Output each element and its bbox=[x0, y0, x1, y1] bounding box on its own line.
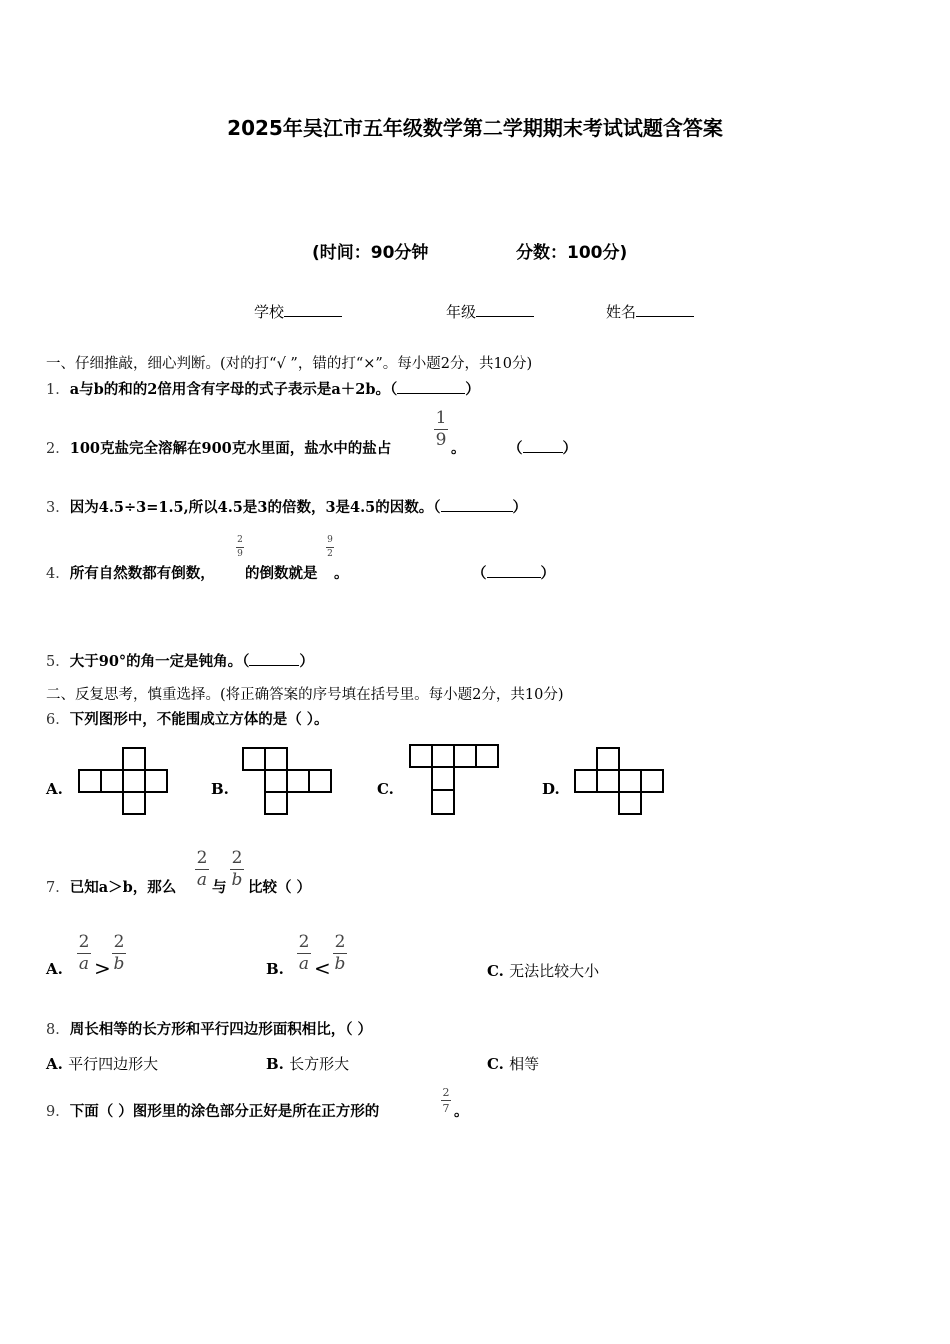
q2-period: 。 bbox=[451, 440, 466, 457]
q9-frac-numerator: 2 bbox=[442, 1086, 450, 1099]
q7-b-f2-d: b bbox=[334, 954, 346, 974]
q7-option-c[interactable] bbox=[487, 960, 599, 981]
q7-fraction-2 bbox=[230, 850, 244, 889]
q8-option-c[interactable] bbox=[487, 1053, 539, 1074]
q2-number: 2． bbox=[46, 441, 70, 457]
q2-fraction bbox=[434, 410, 448, 449]
exam-score: 分数：100分) bbox=[516, 243, 628, 263]
q2-open: （ bbox=[508, 440, 523, 457]
q7-f2-denominator: b bbox=[231, 870, 243, 890]
q7-a-frac-1 bbox=[77, 934, 91, 973]
grade-label: 年级 bbox=[446, 303, 477, 321]
q8-option-c-label: C. bbox=[487, 1055, 504, 1073]
q4-open: （ bbox=[472, 565, 487, 582]
q2-close: ） bbox=[562, 440, 577, 457]
q5-number: 5． bbox=[46, 654, 70, 670]
q7-pre: 已知a＞b，那么 bbox=[69, 879, 177, 896]
q6-option-b-net bbox=[242, 746, 334, 816]
q6-option-a-net bbox=[78, 746, 170, 816]
q9-period: 。 bbox=[454, 1103, 469, 1120]
question-8 bbox=[46, 1018, 372, 1039]
q8-option-a-text: 平行四边形大 bbox=[68, 1055, 159, 1073]
q8-option-c-text: 相等 bbox=[509, 1055, 540, 1073]
q2-answer bbox=[508, 437, 577, 458]
q1-number: 1． bbox=[46, 382, 70, 398]
q5-text: 大于90°的角一定是钝角。（ bbox=[69, 653, 250, 670]
q6-option-d-label[interactable]: D. bbox=[542, 780, 560, 798]
q7-b-f2-n: 2 bbox=[334, 932, 346, 952]
q7-b-f1-d: a bbox=[298, 954, 310, 974]
question-7 bbox=[46, 876, 176, 897]
q4-fraction-2 bbox=[326, 536, 334, 559]
q2-frac-numerator: 1 bbox=[435, 408, 447, 428]
q7-f2-numerator: 2 bbox=[231, 848, 243, 868]
q7-a-f2-d: b bbox=[113, 954, 125, 974]
q8-option-b[interactable] bbox=[266, 1053, 349, 1074]
q7-b-f1-n: 2 bbox=[298, 932, 310, 952]
q4-number: 4． bbox=[46, 566, 70, 582]
q7-a-gt-sign: > bbox=[94, 956, 111, 980]
q2-text: 100克盐完全溶解在900克水里面，盐水中的盐占 bbox=[69, 440, 392, 457]
exam-time: (时间：90分钟 bbox=[312, 243, 429, 263]
q5-answer-blank[interactable] bbox=[249, 651, 299, 666]
q4-frac2-denominator: 2 bbox=[327, 549, 333, 559]
q7-a-frac-2 bbox=[112, 934, 126, 973]
q7-a-f2-n: 2 bbox=[113, 932, 125, 952]
q9-number: 9． bbox=[46, 1104, 70, 1120]
q4-answer-blank[interactable] bbox=[487, 563, 541, 578]
grade-field[interactable] bbox=[446, 301, 534, 322]
q4-answer bbox=[472, 562, 555, 583]
q4-frac1-denominator: 9 bbox=[237, 549, 243, 559]
question-2 bbox=[46, 437, 391, 458]
q6-option-a-label[interactable]: A. bbox=[46, 780, 63, 798]
q6-text: 下列图形中，不能围成立方体的是（ ）。 bbox=[69, 711, 329, 728]
q8-option-b-text: 长方形大 bbox=[289, 1055, 350, 1073]
q7-b-frac-1 bbox=[297, 934, 311, 973]
question-5 bbox=[46, 650, 314, 671]
q7-a-f1-d: a bbox=[78, 954, 90, 974]
q4-text: 所有自然数都有倒数， bbox=[69, 565, 215, 582]
q4-close: ） bbox=[540, 565, 555, 582]
q7-option-c-text: 无法比较大小 bbox=[509, 962, 600, 980]
q6-option-d-net bbox=[574, 746, 666, 816]
q1-answer-blank[interactable] bbox=[397, 379, 465, 394]
q6-number: 6． bbox=[46, 712, 70, 728]
q8-text: 周长相等的长方形和平行四边形面积相比，（ ） bbox=[69, 1021, 373, 1038]
name-field[interactable] bbox=[606, 301, 694, 322]
q6-option-c-label[interactable]: C. bbox=[377, 780, 394, 798]
q4-fraction-1 bbox=[236, 536, 244, 559]
q4-frac1-numerator: 2 bbox=[237, 535, 243, 545]
q4-mid: 的倒数就是 bbox=[245, 565, 318, 582]
q7-option-a-label[interactable]: A. bbox=[46, 960, 63, 978]
q6-option-c-net bbox=[409, 744, 501, 818]
question-3 bbox=[46, 496, 527, 517]
q7-fraction-1 bbox=[195, 850, 209, 889]
q1-close: ） bbox=[465, 381, 480, 398]
q9-frac-denominator: 7 bbox=[442, 1102, 450, 1115]
q7-mid: 与 bbox=[212, 879, 227, 896]
q7-option-c-label: C. bbox=[487, 962, 504, 980]
q8-option-a-label: A. bbox=[46, 1055, 63, 1073]
q8-option-b-label: B. bbox=[266, 1055, 284, 1073]
question-6 bbox=[46, 708, 329, 729]
q5-close: ） bbox=[299, 653, 314, 670]
q2-frac-denominator: 9 bbox=[435, 430, 447, 450]
q9-fraction bbox=[441, 1087, 451, 1114]
q7-b-lt-sign: < bbox=[314, 956, 331, 980]
q8-option-a[interactable] bbox=[46, 1053, 158, 1074]
school-field[interactable] bbox=[254, 301, 342, 322]
q7-b-frac-2 bbox=[333, 934, 347, 973]
q3-close: ） bbox=[512, 499, 528, 516]
page-title: 2025年吴江市五年级数学第二学期期末考试试题含答案 bbox=[227, 116, 723, 140]
q2-answer-blank[interactable] bbox=[523, 438, 563, 453]
q6-option-b-label[interactable]: B. bbox=[211, 780, 229, 798]
q7-option-b-label[interactable]: B. bbox=[266, 960, 284, 978]
q4-frac2-numerator: 9 bbox=[327, 535, 333, 545]
name-label: 姓名 bbox=[606, 303, 637, 321]
question-9 bbox=[46, 1100, 379, 1121]
school-label: 学校 bbox=[254, 303, 285, 321]
q4-period: 。 bbox=[334, 565, 349, 582]
q7-a-f1-n: 2 bbox=[78, 932, 90, 952]
q3-answer-blank[interactable] bbox=[441, 497, 513, 512]
q7-f1-denominator: a bbox=[196, 870, 208, 890]
section2-heading: 二、反复思考，慎重选择。(将正确答案的序号填在括号里。每小题2分，共10分) bbox=[46, 687, 564, 703]
section1-heading: 一、仔细推敲，细心判断。(对的打“√ ”，错的打“×”。每小题2分，共10分) bbox=[46, 356, 533, 372]
q8-number: 8． bbox=[46, 1022, 70, 1038]
q3-text: 因为4.5÷3=1.5,所以4.5是3的倍数，3是4.5的因数。（ bbox=[69, 499, 441, 516]
q7-f1-numerator: 2 bbox=[196, 848, 208, 868]
q7-number: 7． bbox=[46, 880, 70, 896]
question-1 bbox=[46, 378, 480, 399]
q3-number: 3． bbox=[46, 500, 70, 516]
question-4 bbox=[46, 562, 215, 583]
q1-text: a与b的和的2倍用含有字母的式子表示是a＋2b。（ bbox=[69, 381, 398, 398]
q9-text: 下面（ ）图形里的涂色部分正好是所在正方形的 bbox=[69, 1103, 380, 1120]
q7-post: 比较（ ） bbox=[248, 879, 312, 896]
